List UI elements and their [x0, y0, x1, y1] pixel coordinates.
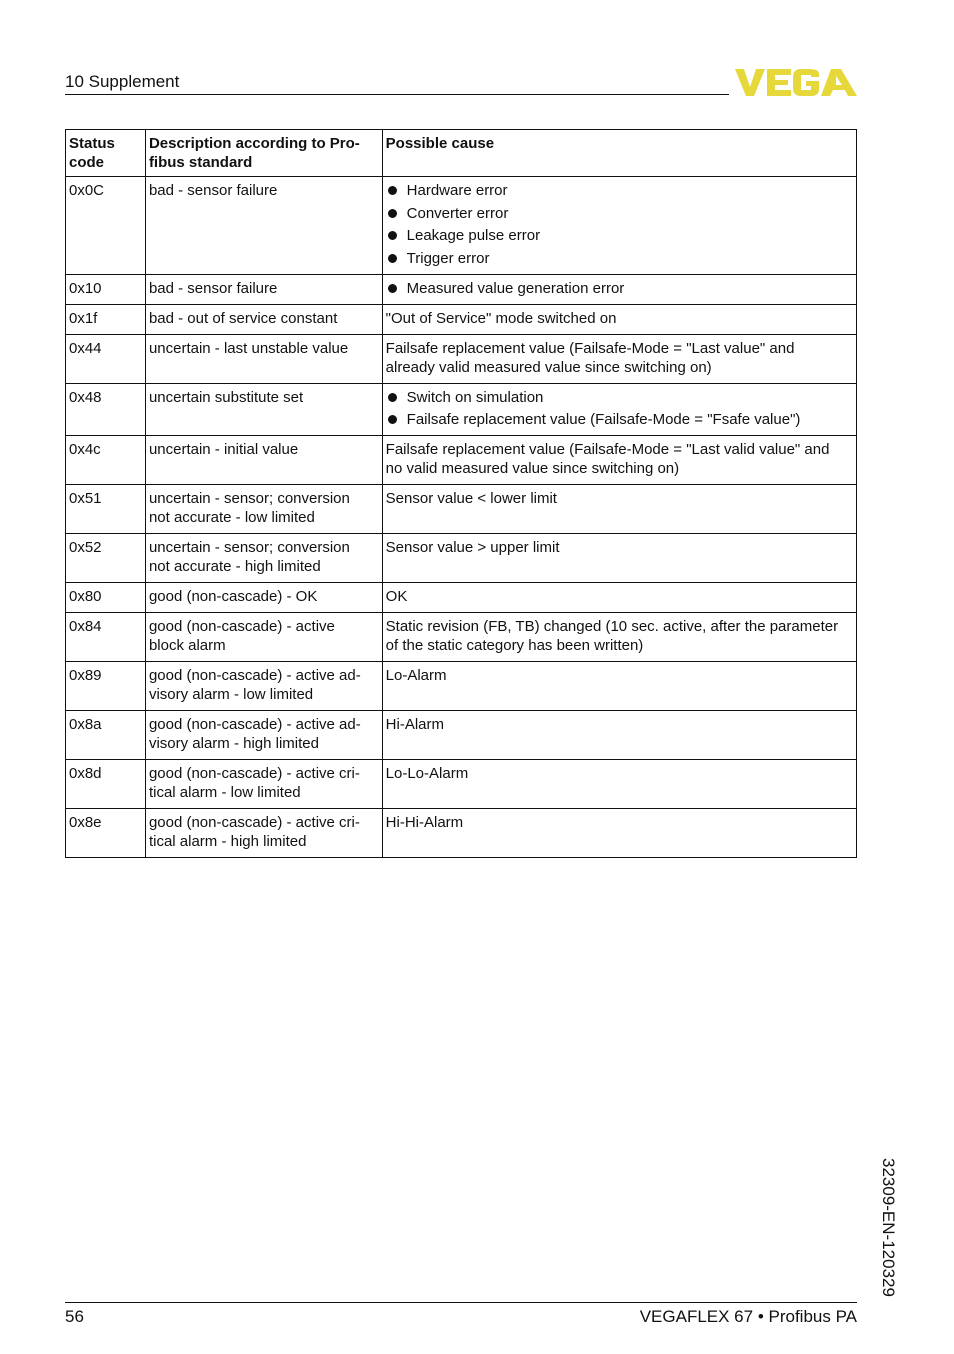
- bullet-icon: [388, 209, 397, 218]
- cause-text: OK: [385, 588, 408, 605]
- cause-text: Hi-Alarm: [385, 716, 444, 733]
- cause-text: of the static category has been written): [385, 637, 644, 654]
- description-line: uncertain - sensor; conversion: [148, 539, 350, 556]
- table-row: [66, 485, 857, 534]
- description-line: good (non-cascade) - active: [148, 618, 335, 635]
- description-line: good (non-cascade) - OK: [148, 588, 318, 605]
- table-row: [66, 436, 857, 485]
- possible-cause-cell: [382, 534, 856, 583]
- cause-text: Sensor value > upper limit: [385, 539, 560, 556]
- description-cell: [145, 334, 382, 383]
- description-line: uncertain substitute set: [148, 388, 304, 406]
- cause-bullet-item: [386, 410, 853, 429]
- bullet-icon: [388, 415, 397, 424]
- cause-bullet-item: [386, 226, 853, 245]
- status-code-cell: 0x52: [66, 534, 146, 583]
- description-cell: [145, 177, 382, 275]
- status-code-cell: 0x80: [66, 583, 146, 613]
- bullet-icon: [388, 231, 397, 240]
- table-row: [66, 274, 857, 304]
- table-row: [66, 583, 857, 613]
- table-header-row: [66, 130, 857, 177]
- possible-cause-cell: [382, 304, 856, 334]
- possible-cause-cell: [382, 613, 856, 662]
- possible-cause-cell: [382, 274, 856, 304]
- table-row: [66, 809, 857, 858]
- status-code-table: [65, 129, 857, 858]
- description-line: visory alarm - low limited: [148, 686, 314, 703]
- description-cell: [145, 613, 382, 662]
- table-row: [66, 177, 857, 275]
- possible-cause-cell: [382, 583, 856, 613]
- possible-cause-cell: [382, 711, 856, 760]
- cause-text: Hi-Hi-Alarm: [385, 814, 464, 831]
- document-code: 32309-EN-120329: [879, 1158, 898, 1297]
- cause-text: Lo-Lo-Alarm: [385, 765, 469, 782]
- vega-logo: [735, 67, 857, 97]
- cause-text: Sensor value < lower limit: [385, 490, 557, 507]
- description-cell: [145, 383, 382, 436]
- section-heading: 10 Supplement: [65, 72, 180, 91]
- description-cell: [145, 583, 382, 613]
- header-status-code: Status code: [66, 130, 146, 177]
- description-line: good (non-cascade) - active ad-: [148, 667, 361, 684]
- cause-bullet-item: [386, 204, 853, 223]
- cause-text: Hardware error: [406, 182, 508, 199]
- cause-text: already valid measured value since switching on): [385, 358, 712, 376]
- header-description: Description according to Pro- fibus standard: [145, 130, 382, 177]
- description-cell: [145, 485, 382, 534]
- status-code-cell: 0x51: [66, 485, 146, 534]
- table-row: [66, 760, 857, 809]
- possible-cause-cell: [382, 662, 856, 711]
- description-line: not accurate - low limited: [148, 509, 315, 526]
- description-cell: [145, 534, 382, 583]
- description-cell: [145, 760, 382, 809]
- cause-text: Failsafe replacement value (Failsafe-Mode = "Last value" and: [385, 339, 795, 357]
- cause-text: Converter error: [406, 204, 509, 222]
- bullet-icon: [388, 254, 397, 263]
- cause-text: Trigger error: [406, 249, 490, 267]
- description-cell: [145, 711, 382, 760]
- possible-cause-cell: [382, 177, 856, 275]
- status-code-cell: 0x0C: [66, 177, 146, 275]
- description-line: good (non-cascade) - active ad-: [148, 716, 361, 733]
- possible-cause-cell: [382, 760, 856, 809]
- status-code-cell: 0x4c: [66, 436, 146, 485]
- status-code-cell: 0x44: [66, 334, 146, 383]
- cause-bullet-item: [386, 249, 853, 268]
- document-title: VEGAFLEX 67 • Profibus PA: [639, 1307, 857, 1326]
- possible-cause-cell: [382, 383, 856, 436]
- status-code-cell: 0x89: [66, 662, 146, 711]
- table-row: [66, 662, 857, 711]
- table-row: [66, 383, 857, 436]
- bullet-icon: [388, 186, 397, 195]
- cause-text: no valid measured value since switching on): [385, 460, 680, 477]
- possible-cause-cell: [382, 334, 856, 383]
- cause-text: Lo-Alarm: [385, 667, 447, 684]
- status-code-cell: 0x48: [66, 383, 146, 436]
- description-line: not accurate - high limited: [148, 558, 321, 575]
- description-line: block alarm: [148, 637, 226, 654]
- description-line: tical alarm - low limited: [148, 784, 301, 801]
- status-code-cell: 0x8d: [66, 760, 146, 809]
- description-line: uncertain - last unstable value: [148, 339, 349, 357]
- cause-text: Leakage pulse error: [406, 227, 541, 244]
- table-row: [66, 613, 857, 662]
- cause-bullet-item: [386, 181, 853, 200]
- possible-cause-cell: [382, 809, 856, 858]
- status-code-cell: 0x8e: [66, 809, 146, 858]
- description-line: uncertain - initial value: [148, 441, 299, 458]
- description-line: good (non-cascade) - active cri-: [148, 814, 360, 831]
- table-row: [66, 304, 857, 334]
- bullet-icon: [388, 393, 397, 402]
- cause-text: "Out of Service" mode switched on: [385, 309, 617, 327]
- header-possible-cause: Possible cause: [382, 130, 856, 177]
- table-row: [66, 534, 857, 583]
- page-number: 56: [65, 1307, 84, 1326]
- header-rule: [65, 94, 729, 95]
- description-cell: [145, 304, 382, 334]
- cause-text: Measured value generation error: [406, 279, 625, 297]
- table-row: [66, 711, 857, 760]
- description-line: bad - sensor failure: [148, 279, 278, 297]
- cause-text: Failsafe replacement value (Failsafe-Mode = "Fsafe value"): [406, 411, 801, 428]
- description-cell: [145, 662, 382, 711]
- description-cell: [145, 809, 382, 858]
- description-line: uncertain - sensor; conversion: [148, 490, 350, 507]
- description-cell: [145, 274, 382, 304]
- cause-text: Failsafe replacement value (Failsafe-Mode = "Last valid value" and: [385, 441, 830, 458]
- possible-cause-cell: [382, 436, 856, 485]
- status-code-cell: 0x84: [66, 613, 146, 662]
- cause-text: Switch on simulation: [406, 388, 544, 406]
- footer-rule: [65, 1302, 857, 1303]
- bullet-icon: [388, 284, 397, 293]
- description-line: bad - sensor failure: [148, 182, 278, 199]
- cause-bullet-item: [386, 388, 853, 407]
- status-code-cell: 0x1f: [66, 304, 146, 334]
- status-code-cell: 0x10: [66, 274, 146, 304]
- description-line: tical alarm - high limited: [148, 833, 307, 850]
- description-line: bad - out of service constant: [148, 309, 338, 327]
- status-code-cell: 0x8a: [66, 711, 146, 760]
- description-cell: [145, 436, 382, 485]
- cause-text: Static revision (FB, TB) changed (10 sec. active, after the parameter: [385, 618, 839, 635]
- cause-bullet-item: [386, 279, 853, 298]
- description-line: good (non-cascade) - active cri-: [148, 765, 360, 782]
- description-line: visory alarm - high limited: [148, 735, 319, 752]
- table-row: [66, 334, 857, 383]
- possible-cause-cell: [382, 485, 856, 534]
